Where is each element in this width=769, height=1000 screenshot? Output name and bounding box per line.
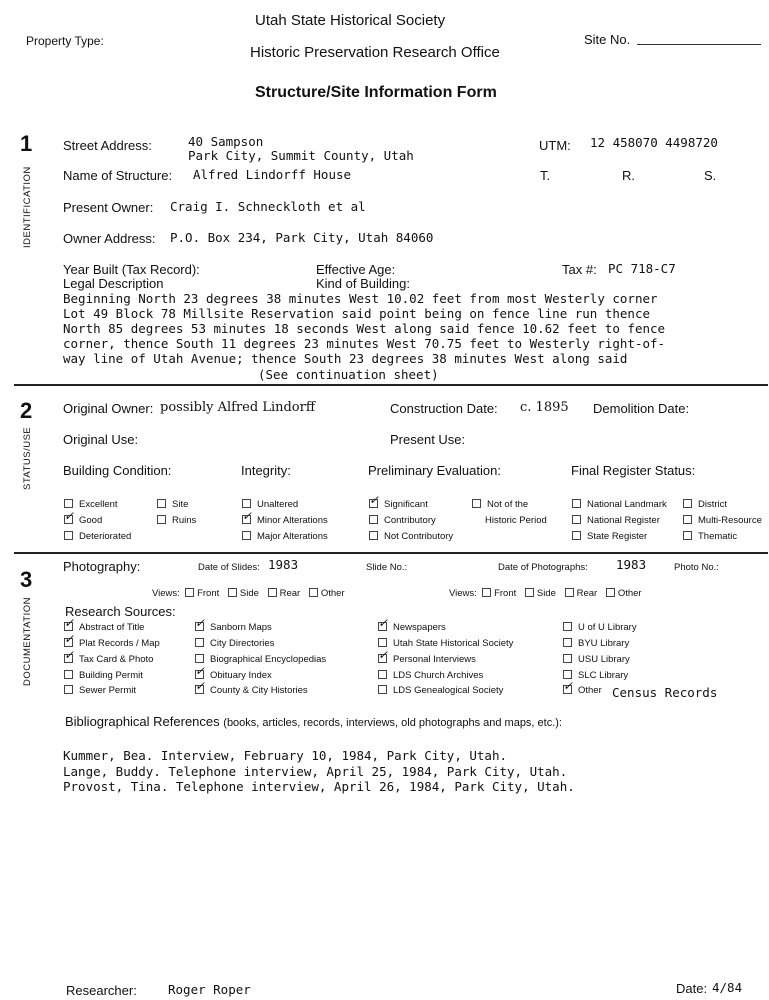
slide-no-label: Slide No.: xyxy=(366,562,408,573)
source-biographical[interactable]: Biographical Encyclopedias xyxy=(195,654,326,665)
register-state-register[interactable]: State Register xyxy=(572,531,647,542)
office-name: Historic Preservation Research Office xyxy=(250,44,500,61)
checkbox[interactable] xyxy=(683,531,692,540)
checkbox[interactable] xyxy=(563,654,572,663)
site-no-label: Site No. xyxy=(584,32,631,47)
section-divider xyxy=(14,384,768,386)
section-3-number: 3 xyxy=(20,567,33,592)
checkbox[interactable] xyxy=(683,499,692,508)
source-other[interactable]: ✓Other xyxy=(563,685,602,696)
researcher-label: Researcher: xyxy=(66,983,137,998)
checkbox-checked[interactable] xyxy=(64,638,73,647)
register-multi-resource[interactable]: Multi-Resource xyxy=(683,515,762,526)
condition-excellent[interactable]: Excellent xyxy=(64,499,118,510)
source-ushs[interactable]: Utah State Historical Society xyxy=(378,638,513,649)
register-national-landmark[interactable]: National Landmark xyxy=(572,499,667,510)
checkbox-checked[interactable] xyxy=(64,515,73,524)
checkbox-checked[interactable] xyxy=(64,654,73,663)
building-condition-heading: Building Condition: xyxy=(63,463,172,478)
integrity-minor[interactable]: ✓Minor Alterations xyxy=(242,515,328,526)
source-byu[interactable]: BYU Library xyxy=(563,638,629,649)
source-other-value: Census Records xyxy=(612,685,718,700)
checkbox[interactable] xyxy=(242,531,251,540)
checkbox[interactable] xyxy=(683,515,692,524)
original-owner-label: Original Owner: xyxy=(63,401,154,416)
owner-address-label: Owner Address: xyxy=(63,231,156,246)
source-building-permit[interactable]: Building Permit xyxy=(64,670,143,681)
checkbox-checked[interactable] xyxy=(369,499,378,508)
evaluation-heading: Preliminary Evaluation: xyxy=(368,463,501,478)
checkbox[interactable] xyxy=(64,531,73,540)
checkbox[interactable] xyxy=(309,588,318,597)
checkbox[interactable] xyxy=(572,499,581,508)
construction-date-label: Construction Date: xyxy=(390,401,498,416)
eval-not-of-period-line2: Historic Period xyxy=(485,515,547,526)
date-label: Date: xyxy=(676,981,708,996)
photography-label: Photography: xyxy=(63,559,141,574)
source-u-of-u[interactable]: U of U Library xyxy=(563,622,637,633)
register-district[interactable]: District xyxy=(683,499,727,510)
section-3-title: DOCUMENTATION xyxy=(22,596,33,686)
register-heading: Final Register Status: xyxy=(571,463,696,478)
eval-not-of-period[interactable]: Not of the xyxy=(472,499,528,510)
section-2-number: 2 xyxy=(20,398,33,423)
property-type-label: Property Type: xyxy=(26,34,104,48)
form-title: Structure/Site Information Form xyxy=(255,84,497,101)
photo-no-label: Photo No.: xyxy=(674,562,719,573)
checkbox[interactable] xyxy=(228,588,237,597)
t-label: T. xyxy=(540,168,551,183)
checkbox[interactable] xyxy=(369,515,378,524)
checkbox[interactable] xyxy=(482,588,491,597)
present-owner-label: Present Owner: xyxy=(63,200,154,215)
checkbox-checked[interactable] xyxy=(195,685,204,694)
date-slides-value: 1983 xyxy=(268,557,299,572)
checkbox[interactable] xyxy=(563,638,572,647)
original-owner-value: possibly Alfred Lindorff xyxy=(160,400,316,415)
checkbox[interactable] xyxy=(195,638,204,647)
eval-contributory[interactable]: Contributory xyxy=(369,515,436,526)
checkbox[interactable] xyxy=(563,622,572,631)
tax-no-label: Tax #: xyxy=(562,262,597,277)
legal-line: way line of Utah Avenue; thence South 23 degrees 38 minutes West along said xyxy=(63,351,628,366)
checkbox[interactable] xyxy=(472,499,481,508)
checkbox[interactable] xyxy=(606,588,615,597)
checkbox[interactable] xyxy=(369,531,378,540)
researcher-value: Roger Roper xyxy=(168,982,251,997)
condition-ruins[interactable]: Ruins xyxy=(157,515,196,526)
register-national-register[interactable]: National Register xyxy=(572,515,660,526)
checkbox-checked[interactable] xyxy=(378,622,387,631)
checkbox[interactable] xyxy=(525,588,534,597)
site-no-line xyxy=(637,44,761,45)
org-name: Utah State Historical Society xyxy=(255,12,446,29)
checkbox-checked[interactable] xyxy=(242,515,251,524)
structure-name-label: Name of Structure: xyxy=(63,168,173,183)
date-slides-label: Date of Slides: xyxy=(198,562,260,573)
source-lds-genealogical[interactable]: LDS Genealogical Society xyxy=(378,685,503,696)
checkbox[interactable] xyxy=(157,515,166,524)
date-value: 4/84 xyxy=(712,980,743,995)
legal-line: corner, thence South 11 degrees 23 minutes West 70.75 feet to Westerly right-of- xyxy=(63,336,666,351)
checkbox[interactable] xyxy=(157,499,166,508)
checkbox[interactable] xyxy=(378,685,387,694)
bibliography-entry: Provost, Tina. Telephone interview, April 26, 1984, Park City, Utah. xyxy=(63,779,575,794)
integrity-major[interactable]: Major Alterations xyxy=(242,531,328,542)
eval-not-contributory[interactable]: Not Contributory xyxy=(369,531,453,542)
source-abstract-of-title[interactable]: ✓Abstract of Title xyxy=(64,622,144,633)
legal-description-label: Legal Description xyxy=(63,276,164,291)
bibliography-label: Bibliographical References (books, articles, records, interviews, old photographs and maps, etc.): xyxy=(65,714,562,729)
integrity-unaltered[interactable]: Unaltered xyxy=(242,499,298,510)
photo-views: Views: Front Side Rear Other xyxy=(449,588,642,599)
source-usu[interactable]: USU Library xyxy=(563,654,630,665)
eval-significant[interactable]: ✓Significant xyxy=(369,499,428,510)
checkbox[interactable] xyxy=(572,531,581,540)
source-obituary-index[interactable]: ✓Obituary Index xyxy=(195,670,272,681)
checkbox[interactable] xyxy=(195,654,204,663)
present-owner-value: Craig I. Schneckloth et al xyxy=(170,199,366,214)
checkbox[interactable] xyxy=(563,670,572,679)
utm-value: 12 458070 4498720 xyxy=(590,135,718,150)
checkbox-checked[interactable] xyxy=(195,670,204,679)
source-tax-card[interactable]: ✓Tax Card & Photo xyxy=(64,654,153,665)
section-1-title: IDENTIFICATION xyxy=(22,166,33,248)
legal-continuation: (See continuation sheet) xyxy=(258,367,439,382)
street-address-line1: 40 Sampson xyxy=(188,134,264,149)
checkbox[interactable] xyxy=(378,638,387,647)
owner-address-value: P.O. Box 234, Park City, Utah 84060 xyxy=(170,230,434,245)
construction-date-value: c. 1895 xyxy=(520,400,569,415)
condition-site[interactable]: Site xyxy=(157,499,188,510)
checkbox-checked[interactable] xyxy=(195,622,204,631)
section-1-number: 1 xyxy=(20,131,33,156)
structure-name-value: Alfred Lindorff House xyxy=(193,167,352,182)
condition-good[interactable]: ✓Good xyxy=(64,515,102,526)
source-lds-archives[interactable]: LDS Church Archives xyxy=(378,670,483,681)
source-personal-interviews[interactable]: ✓Personal Interviews xyxy=(378,654,476,665)
checkbox[interactable] xyxy=(572,515,581,524)
source-plat-records[interactable]: ✓Plat Records / Map xyxy=(64,638,160,649)
source-sanborn-maps[interactable]: ✓Sanborn Maps xyxy=(195,622,272,633)
source-slc[interactable]: SLC Library xyxy=(563,670,628,681)
checkbox-checked[interactable] xyxy=(64,622,73,631)
checkbox[interactable] xyxy=(378,670,387,679)
present-use-label: Present Use: xyxy=(390,432,466,447)
date-photos-label: Date of Photographs: xyxy=(498,562,588,573)
register-thematic[interactable]: Thematic xyxy=(683,531,737,542)
checkbox-checked[interactable] xyxy=(378,654,387,663)
street-address-label: Street Address: xyxy=(63,138,152,153)
bibliography-entry: Lange, Buddy. Telephone interview, April 25, 1984, Park City, Utah. xyxy=(63,764,568,779)
condition-deteriorated[interactable]: Deteriorated xyxy=(64,531,131,542)
effective-age-label: Effective Age: xyxy=(316,262,396,277)
source-city-directories[interactable]: City Directories xyxy=(195,638,274,649)
r-label: R. xyxy=(622,168,635,183)
demolition-date-label: Demolition Date: xyxy=(593,401,690,416)
section-divider xyxy=(14,552,768,554)
legal-line: North 85 degrees 53 minutes 18 seconds West along said fence 10.62 feet to fence xyxy=(63,321,666,336)
street-address-line2: Park City, Summit County, Utah xyxy=(188,148,414,163)
kind-of-building-label: Kind of Building: xyxy=(316,276,410,291)
slide-views: Views: Front Side Rear Other xyxy=(152,588,345,599)
legal-line: Lot 49 Block 78 Millsite Reservation said point being on fence line run thence xyxy=(63,306,650,321)
bibliography-entry: Kummer, Bea. Interview, February 10, 1984, Park City, Utah. xyxy=(63,748,508,763)
checkbox[interactable] xyxy=(268,588,277,597)
checkbox[interactable] xyxy=(242,499,251,508)
checkbox[interactable] xyxy=(64,670,73,679)
checkbox[interactable] xyxy=(64,499,73,508)
utm-label: UTM: xyxy=(539,138,571,153)
checkbox[interactable] xyxy=(64,685,73,694)
date-photos-value: 1983 xyxy=(616,557,647,572)
tax-no-value: PC 718-C7 xyxy=(608,261,676,276)
integrity-heading: Integrity: xyxy=(241,463,291,478)
legal-line: Beginning North 23 degrees 38 minutes West 10.02 feet from most Westerly corner xyxy=(63,291,658,306)
source-county-city-histories[interactable]: ✓County & City Histories xyxy=(195,685,308,696)
original-use-label: Original Use: xyxy=(63,432,139,447)
source-newspapers[interactable]: ✓Newspapers xyxy=(378,622,446,633)
year-built-label: Year Built (Tax Record): xyxy=(63,262,200,277)
source-sewer-permit[interactable]: Sewer Permit xyxy=(64,685,136,696)
s-label: S. xyxy=(704,168,717,183)
checkbox-checked[interactable] xyxy=(563,685,572,694)
research-sources-label: Research Sources: xyxy=(65,604,176,619)
section-2-title: STATUS/USE xyxy=(22,426,33,490)
checkbox[interactable] xyxy=(565,588,574,597)
checkbox[interactable] xyxy=(185,588,194,597)
